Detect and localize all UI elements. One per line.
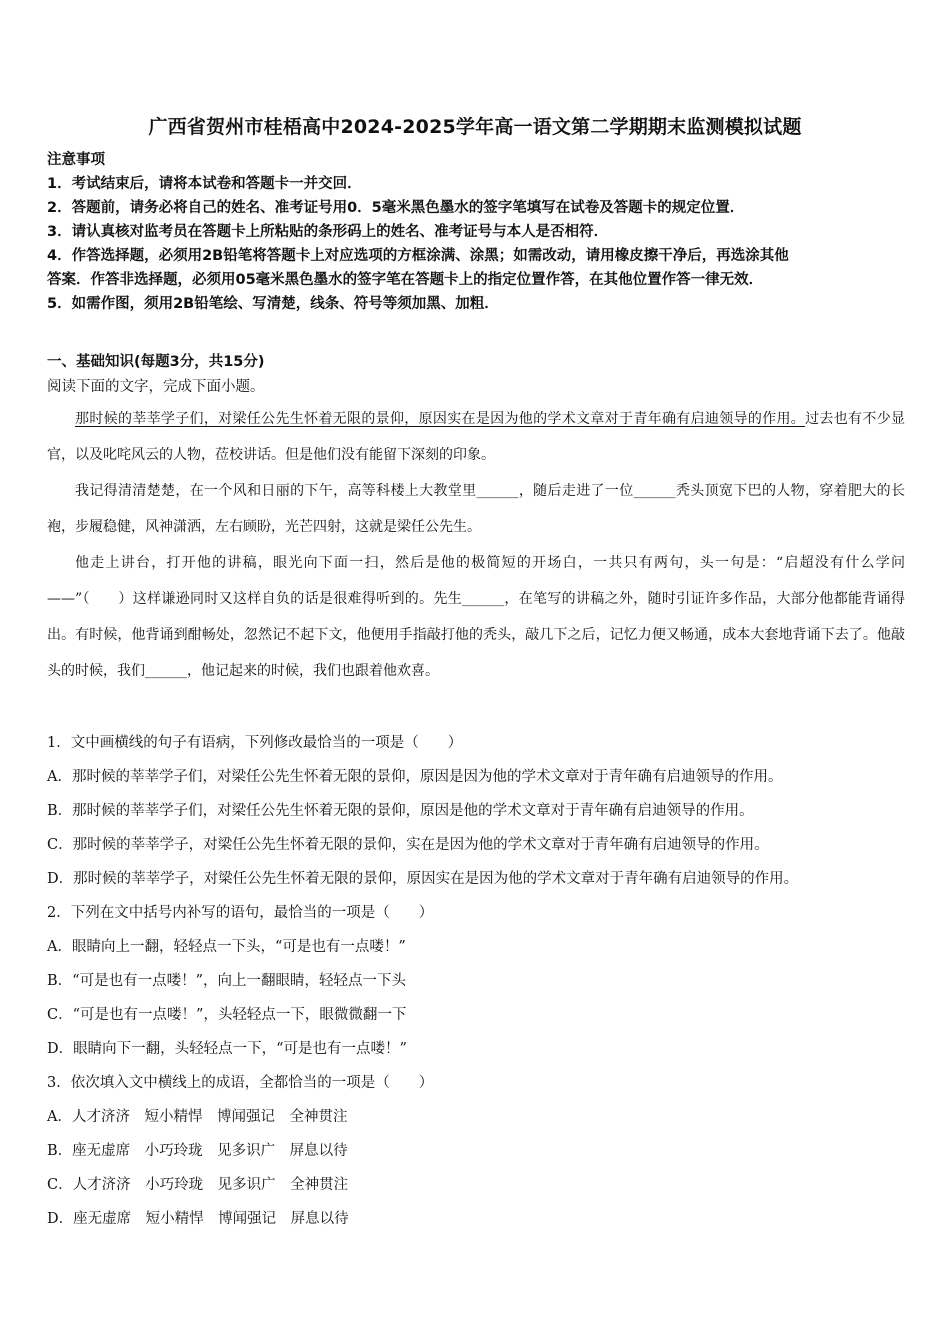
option-d: D．座无虚席 短小精悍 博闻强记 屏息以待 bbox=[47, 1211, 349, 1227]
notice-item: 1．考试结束后，请将本试卷和答题卡一并交回． bbox=[47, 176, 362, 192]
notice-item: 答案．作答非选择题，必须用05毫米黑色墨水的签字笔在答题卡上的指定位置作答，在其他位置作答一律无效． bbox=[47, 272, 764, 288]
question-1 bbox=[47, 726, 917, 896]
passage-paragraph bbox=[47, 401, 905, 473]
question-stem: 3．依次填入文中横线上的成语，全都恰当的一项是（ ） bbox=[47, 1075, 434, 1091]
option-b: B．“可是也有一点喽！”，向上一翻眼睛，轻轻点一下头 bbox=[47, 973, 406, 989]
option-a: A．眼睛向上一翻，轻轻点一下头，“可是也有一点喽！” bbox=[47, 939, 406, 955]
option-c: C．那时候的莘莘学子，对梁任公先生怀着无限的景仰，实在是因为他的学术文章对于青年确有启迪领导的作用。 bbox=[47, 837, 769, 853]
notice-item: 4．作答选择题，必须用2B铅笔将答题卡上对应选项的方框涂满、涂黑；如需改动，请用橡皮擦干净后，再选涂其他 bbox=[47, 248, 789, 264]
question-2 bbox=[47, 896, 917, 1066]
option-a: A．那时候的莘莘学子们，对梁任公先生怀着无限的景仰，原因是因为他的学术文章对于青年确有启迪领导的作用。 bbox=[47, 769, 783, 785]
option-c: C．“可是也有一点喽！”，头轻轻点一下，眼微微翻一下 bbox=[47, 1007, 407, 1023]
notice-block bbox=[47, 148, 907, 316]
question-3 bbox=[47, 1066, 917, 1236]
notice-heading: 注意事项 bbox=[47, 152, 105, 168]
passage-paragraph: 我记得清清楚楚，在一个风和日丽的下午，高等科楼上大教堂里______，随后走进了一位______秃头顶宽下巴的人物，穿着肥大的长袍，步履稳健，风神潇洒，左右顾盼，光芒四射，这就是梁任公先生。 bbox=[47, 483, 905, 535]
page-title: 广西省贺州市桂梧高中2024-2025学年高一语文第二学期期末监测模拟试题 bbox=[148, 116, 802, 138]
section-intro: 阅读下面的文字，完成下面小题。 bbox=[47, 379, 265, 395]
passage-text: 过去也有不少显官，以及叱咤风云的人物，莅校讲话。但是他们没有能留下深刻的印象。 bbox=[47, 411, 906, 463]
option-b: B．那时候的莘莘学子们，对梁任公先生怀着无限的景仰，原因是他的学术文章对于青年确有启迪领导的作用。 bbox=[47, 803, 754, 819]
notice-item: 5．如需作图，须用2B铅笔绘、写清楚，线条、符号等须加黑、加粗． bbox=[47, 296, 499, 312]
question-stem: 2．下列在文中括号内补写的语句，最恰当的一项是（ ） bbox=[47, 905, 434, 921]
question-stem: 1．文中画横线的句子有语病，下列修改最恰当的一项是（ ） bbox=[47, 735, 463, 751]
passage-paragraph: 他走上讲台，打开他的讲稿，眼光向下面一扫，然后是他的极简短的开场白，一共只有两句，头一句是：“启超没有什么学问——”（ ）这样谦逊同时又这样自负的话是很难得听到的。先生______，在笔写的讲稿之外，随时引证许多作品，大部分他都能背诵得出。有时候，他背诵到酣畅处，忽然记不起下文，他便用手指敲打他的秃头，敲几下之后，记忆力便又畅通，成本大套地背诵下去了。他敲头的时候，我们______，他记起来的时候，我们也跟着他欢喜。 bbox=[47, 555, 905, 679]
reading-passage bbox=[47, 401, 905, 689]
option-b: B．座无虚席 小巧玲珑 见多识广 屏息以待 bbox=[47, 1143, 348, 1159]
underlined-sentence: 那时候的莘莘学子们，对梁任公先生怀着无限的景仰，原因实在是因为他的学术文章对于青年确有启迪领导的作用。 bbox=[75, 411, 806, 427]
section-heading: 一、基础知识(每题3分，共15分) bbox=[47, 354, 265, 370]
option-a: A．人才济济 短小精悍 博闻强记 全神贯注 bbox=[47, 1109, 348, 1125]
notice-item: 3．请认真核对监考员在答题卡上所粘贴的条形码上的姓名、准考证号与本人是否相符． bbox=[47, 224, 609, 240]
notice-item: 2．答题前，请务必将自己的姓名、准考证号用0．5毫米黑色墨水的签字笔填写在试卷及答题卡的规定位置． bbox=[47, 200, 745, 216]
option-c: C．人才济济 小巧玲珑 见多识广 全神贯注 bbox=[47, 1177, 349, 1193]
option-d: D．那时候的莘莘学子，对梁任公先生怀着无限的景仰，原因实在是因为他的学术文章对于青年确有启迪领导的作用。 bbox=[47, 871, 799, 887]
option-d: D．眼睛向下一翻，头轻轻点一下，“可是也有一点喽！” bbox=[47, 1041, 407, 1057]
